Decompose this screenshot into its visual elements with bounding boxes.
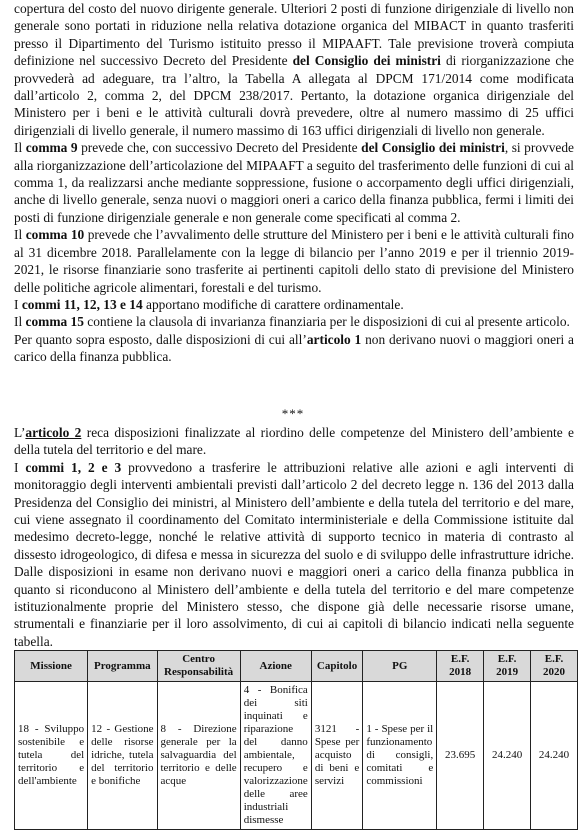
header-capitolo: Capitolo — [311, 651, 363, 682]
text-run: copertura del costo del nuovo dirigente generale. Ulteriori 2 posti di funzione dirigenziale di livello non generale sono portati in riduzione nella relativa dotazione organica del MIBACT in quanto trasferiti presso il Dipartimento del Turismo istituito presso il MIPAAFT. Tale previsione troverà compiuta definizione nel successivo Decreto del Presidente — [14, 1, 574, 69]
cell-azione: 4 - Bonifica dei siti inquinati e riparazione del danno ambientale, recupero e valorizzazione delle aree industriali dismesse — [240, 682, 311, 830]
header-ef-2019: E.F. 2019 — [484, 651, 531, 682]
bold-run: commi 1, 2 e 3 — [25, 459, 122, 475]
bold-underlined-run: articolo 2 — [25, 425, 82, 440]
text-run: non derivano nuovi o maggiori oneri a carico della finanza pubblica. — [14, 331, 574, 365]
bold-run: comma 10 — [25, 227, 85, 243]
budget-table — [14, 650, 578, 830]
header-azione: Azione — [240, 651, 311, 682]
bold-run: commi 11, 12, 13 e 14 — [21, 296, 143, 312]
cell-programma: 12 - Gestione delle risorse idriche, tutela del territorio e bonifiche — [88, 682, 157, 830]
paragraph-comma-15 — [14, 313, 574, 330]
cell-ef-2020: 24.240 — [531, 682, 578, 830]
text-run: L’ — [14, 425, 26, 440]
paragraph-comma-10 — [14, 226, 574, 296]
cell-ef-2018: 23.695 — [437, 682, 484, 830]
section-separator: *** — [281, 406, 305, 421]
paragraph-commi-1-3 — [14, 459, 574, 650]
text-run: I — [14, 459, 26, 475]
cell-pg: 1 - Spese per il funzionamento di consigli, comitati e commissioni — [363, 682, 437, 830]
table-row — [15, 682, 578, 830]
text-run: , si provvede alla riorganizzazione dell’articolazione del MIPAAFT a seguito del trasferimento delle funzioni di cui al comma 1, da realizzarsi anche mediante soppressione, fusione o accorpamento degli uffici dirigenziali, anche di livello generale, senza nuovi o maggiori oneri a carico della finanza pubblica, fermi i limiti dei posti di funzione dirigenziale generale e non generale come specificati al comma 2. — [14, 140, 574, 225]
text-run: di riorganizzazione che provvederà ad adeguare, tra l’altro, la Tabella A allegata al DPCM 171/2014 come modificata dall’articolo 2, comma 2, del DPCM 238/2017. Pertanto, la dotazione organica dirigenziale del Ministero per i beni e le attività culturali dovrà prevedere, oltre al numero massimo di 25 uffici dirigenziali di livello generale, il numero massimo di 163 uffici dirigenziali di livello non generale. — [14, 53, 574, 138]
header-pg: PG — [363, 651, 437, 682]
text-run: prevede che l’avvalimento delle strutture del Ministero per i beni e le attività culturali fino al 31 dicembre 2018. Parallelamente con la legge di bilancio per l’anno 2019 e per il triennio 2019-2021, le risorse finanziarie sono trasferite ai pertinenti capitoli dello stato di previsione del Ministero delle politiche agricole alimentari, forestali e del turismo. — [14, 227, 574, 295]
cell-centro: 8 - Direzione generale per la salvaguardia del territorio e delle acque — [157, 682, 240, 830]
text-run: Per quanto sopra esposto, dalle disposizioni di cui all’ — [14, 331, 307, 347]
bold-run: articolo 1 — [306, 331, 362, 347]
paragraph-dirigenti — [14, 0, 574, 139]
bold-run: del Consiglio dei ministri — [361, 140, 505, 156]
text-run: contiene la clausola di invarianza finanziaria per le disposizioni di cui al presente articolo. — [83, 314, 570, 330]
table-header-row — [15, 651, 578, 682]
cell-capitolo: 3121 - Spese per acquisto di beni e servizi — [311, 682, 363, 830]
text-run: provvedono a trasferire le attribuzioni relative alle azioni e agli interventi di monitoraggio degli interventi ambientali previsti dall’articolo 2 del decreto legge n. 136 del 2013 dalla Presidenza del Consiglio dei ministri, al Ministero dell’ambiente e della tutela del territorio e del mare, cui viene assegnato il coordinamento del Comitato interministeriale e della Commissione istituite dal medesimo decreto-legge, nonché le relative attività di supporto tecnico in materia di contrasto al dissesto idrogeologico, di difesa e messa in sicurezza del suolo e di sviluppo delle infrastrutture idriche. Dalle disposizioni in esame non derivano nuovi e maggiori oneri a carico della finanza pubblica in quanto si riconducono al Ministero dell’ambiente e della tutela del territorio e del mare competenze istituzionalmente proprie del Ministero stesso, che dispone già delle necessarie risorse umane, strumentali e finanziarie per il loro assolvimento, di cui ai capitoli di bilancio indicati nella seguente tabella. — [14, 459, 574, 649]
header-missione: Missione — [15, 651, 88, 682]
cell-ef-2019: 24.240 — [484, 682, 531, 830]
body-text-block-2 — [14, 424, 574, 650]
paragraph-comma-9 — [14, 139, 574, 226]
header-ef-2020: E.F. 2020 — [531, 651, 578, 682]
paragraph-commi-11-14 — [14, 296, 574, 313]
body-text-block-1 — [14, 0, 574, 366]
cell-missione: 18 - Sviluppo sostenibile e tutela del territorio e dell'ambiente — [15, 682, 88, 830]
header-centro-responsabilita: Centro Responsabilità — [157, 651, 240, 682]
text-run: Il — [14, 140, 26, 156]
text-run: reca disposizioni finalizzate al riordino delle competenze del Ministero dell’ambiente e della tutela del territorio e del mare. — [14, 425, 574, 458]
bold-run: del Consiglio dei ministri — [292, 53, 441, 69]
text-run: prevede che, con successivo Decreto del Presidente — [77, 140, 362, 156]
text-run: Il — [14, 227, 26, 243]
text-run: apportano modifiche di carattere ordinamentale. — [142, 296, 404, 312]
bold-run: comma 9 — [25, 140, 78, 156]
header-ef-2018: E.F. 2018 — [437, 651, 484, 682]
text-run: I — [14, 296, 22, 312]
bold-run: comma 15 — [25, 314, 84, 330]
paragraph-articolo-2 — [14, 424, 574, 459]
paragraph-conclusione-art1 — [14, 331, 574, 366]
text-run: Il — [14, 314, 26, 330]
header-programma: Programma — [88, 651, 157, 682]
